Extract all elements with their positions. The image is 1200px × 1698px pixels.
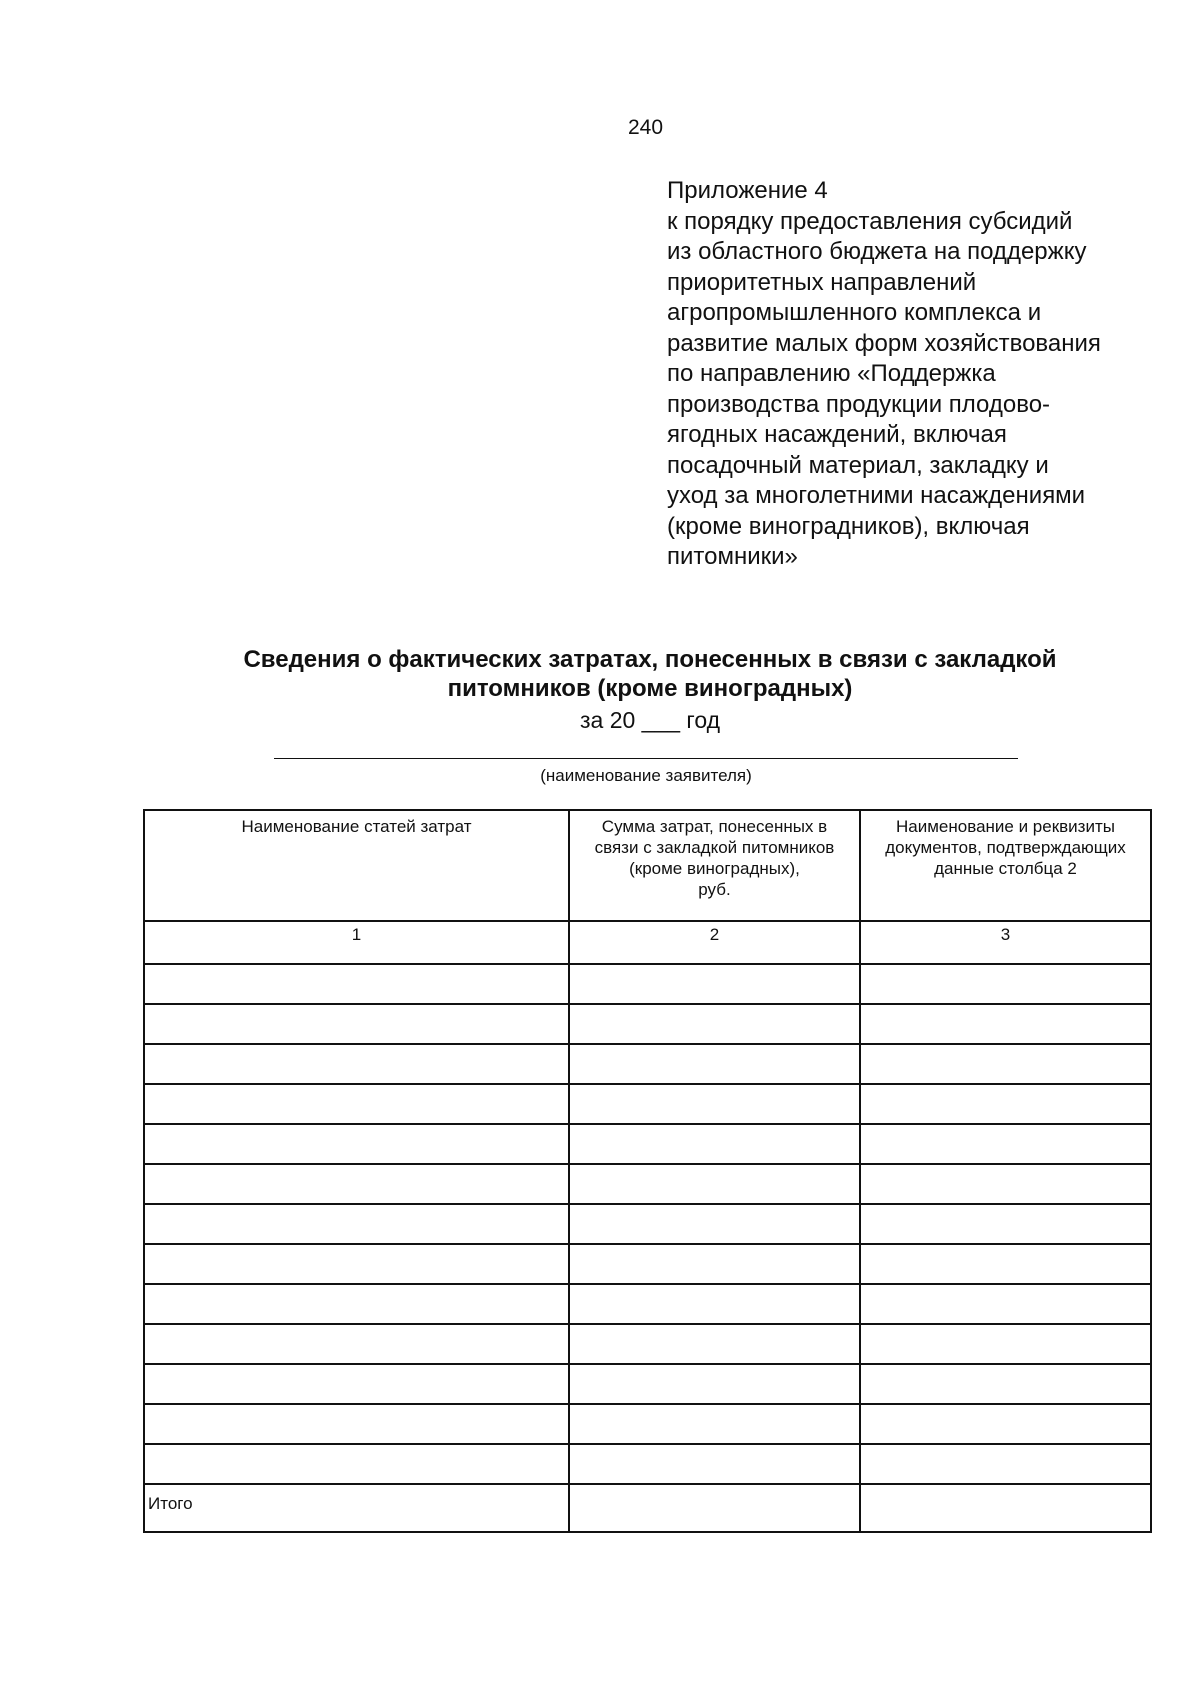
- table-row: [144, 964, 1151, 1004]
- table-row: [144, 1124, 1151, 1164]
- table-cell[interactable]: [144, 1244, 569, 1284]
- header-text: Наименование и реквизиты: [896, 817, 1115, 836]
- table-row: [144, 1284, 1151, 1324]
- table-cell[interactable]: [860, 1124, 1151, 1164]
- table-cell[interactable]: [860, 1204, 1151, 1244]
- table-cell[interactable]: [569, 1364, 860, 1404]
- total-row: [144, 1484, 1151, 1532]
- table-cell[interactable]: [569, 1164, 860, 1204]
- appendix-line: ягодных насаждений, включая: [667, 421, 1007, 448]
- reporting-period: за 20 ___ год: [579, 707, 721, 733]
- table-cell[interactable]: [569, 1404, 860, 1444]
- table-cell[interactable]: [569, 1324, 860, 1364]
- column-number: 3: [860, 921, 1151, 964]
- appendix-line: уход за многолетними насаждениями: [667, 482, 1086, 509]
- total-cell[interactable]: [860, 1484, 1151, 1532]
- appendix-line: приоритетных направлений: [667, 268, 977, 296]
- column-number: 1: [144, 921, 569, 964]
- table-row: [144, 1244, 1151, 1284]
- appendix-line: производства продукции плодово-: [667, 390, 1051, 418]
- total-cell[interactable]: [569, 1484, 860, 1532]
- appendix-line: питомники»: [667, 543, 798, 570]
- table-cell[interactable]: [569, 1284, 860, 1324]
- header-text: данные столбца 2: [934, 859, 1077, 878]
- column-number: 2: [569, 921, 860, 964]
- applicant-name-caption: (наименование заявителя): [540, 766, 752, 785]
- document-title-line: питомников (кроме виноградных): [447, 675, 853, 702]
- page-number: 240: [628, 116, 664, 139]
- table-row: [144, 1444, 1151, 1484]
- appendix-line: агропромышленного комплекса и: [667, 299, 1042, 326]
- table-header-row: [144, 810, 1151, 921]
- table-cell[interactable]: [144, 1124, 569, 1164]
- table-cell[interactable]: [144, 1324, 569, 1364]
- document-title-line: Сведения о фактических затратах, понесенных в связи с закладкой: [243, 646, 1057, 673]
- table-row: [144, 1084, 1151, 1124]
- appendix-line: Приложение 4: [667, 177, 828, 204]
- appendix-line: посадочный материал, закладку и: [667, 451, 1049, 479]
- table-row: [144, 1004, 1151, 1044]
- table-row: [144, 1324, 1151, 1364]
- table-cell[interactable]: [144, 1404, 569, 1444]
- table-cell[interactable]: [860, 1084, 1151, 1124]
- appendix-line: развитие малых форм хозяйствования: [667, 329, 1101, 357]
- table-cell[interactable]: [144, 1444, 569, 1484]
- table-cell[interactable]: [144, 1164, 569, 1204]
- table-cell[interactable]: [860, 964, 1151, 1004]
- header-text: связи с закладкой питомников: [594, 838, 835, 857]
- header-text: документов, подтверждающих: [885, 838, 1126, 857]
- table-cell[interactable]: [569, 1444, 860, 1484]
- header-text: Наименование статей затрат: [241, 817, 472, 836]
- table-cell[interactable]: [144, 1364, 569, 1404]
- table-cell[interactable]: [860, 1044, 1151, 1084]
- applicant-name-line: [274, 758, 1018, 759]
- table-row: [144, 1204, 1151, 1244]
- table-cell[interactable]: [860, 1004, 1151, 1044]
- table-cell[interactable]: [144, 1004, 569, 1044]
- table-cell[interactable]: [860, 1324, 1151, 1364]
- header-text: руб.: [698, 880, 731, 899]
- table-cell[interactable]: [569, 1244, 860, 1284]
- document-title: [140, 645, 1160, 703]
- table-cell[interactable]: [569, 964, 860, 1004]
- table-cell[interactable]: [569, 1044, 860, 1084]
- table-cell[interactable]: [860, 1244, 1151, 1284]
- column-number-row: [144, 921, 1151, 964]
- table-cell[interactable]: [569, 1124, 860, 1164]
- table-cell[interactable]: [569, 1004, 860, 1044]
- table-row: [144, 1364, 1151, 1404]
- table-cell[interactable]: [569, 1084, 860, 1124]
- total-label: Итого: [144, 1484, 569, 1532]
- cost-table: [143, 809, 1152, 1533]
- table-row: [144, 1044, 1151, 1084]
- header-cost-items: [144, 810, 569, 921]
- table-cell[interactable]: [860, 1284, 1151, 1324]
- appendix-line: к порядку предоставления субсидий: [667, 207, 1073, 235]
- table-cell[interactable]: [144, 964, 569, 1004]
- table-cell[interactable]: [860, 1164, 1151, 1204]
- header-documents: [860, 810, 1151, 921]
- header-text: Сумма затрат, понесенных в: [601, 817, 828, 836]
- table-cell[interactable]: [144, 1204, 569, 1244]
- appendix-line: из областного бюджета на поддержку: [667, 238, 1087, 265]
- table-row: [144, 1164, 1151, 1204]
- table-cell[interactable]: [144, 1044, 569, 1084]
- table-cell[interactable]: [144, 1084, 569, 1124]
- table-cell[interactable]: [860, 1364, 1151, 1404]
- table-cell[interactable]: [860, 1444, 1151, 1484]
- table-row: [144, 1404, 1151, 1444]
- appendix-line: по направлению «Поддержка: [667, 360, 996, 387]
- table-cell[interactable]: [860, 1404, 1151, 1444]
- header-cost-amount: [569, 810, 860, 921]
- table-cell[interactable]: [569, 1204, 860, 1244]
- table-cell[interactable]: [144, 1284, 569, 1324]
- appendix-reference: [667, 176, 1167, 573]
- appendix-line: (кроме виноградников), включая: [667, 512, 1030, 540]
- header-text: (кроме виноградных),: [629, 859, 800, 878]
